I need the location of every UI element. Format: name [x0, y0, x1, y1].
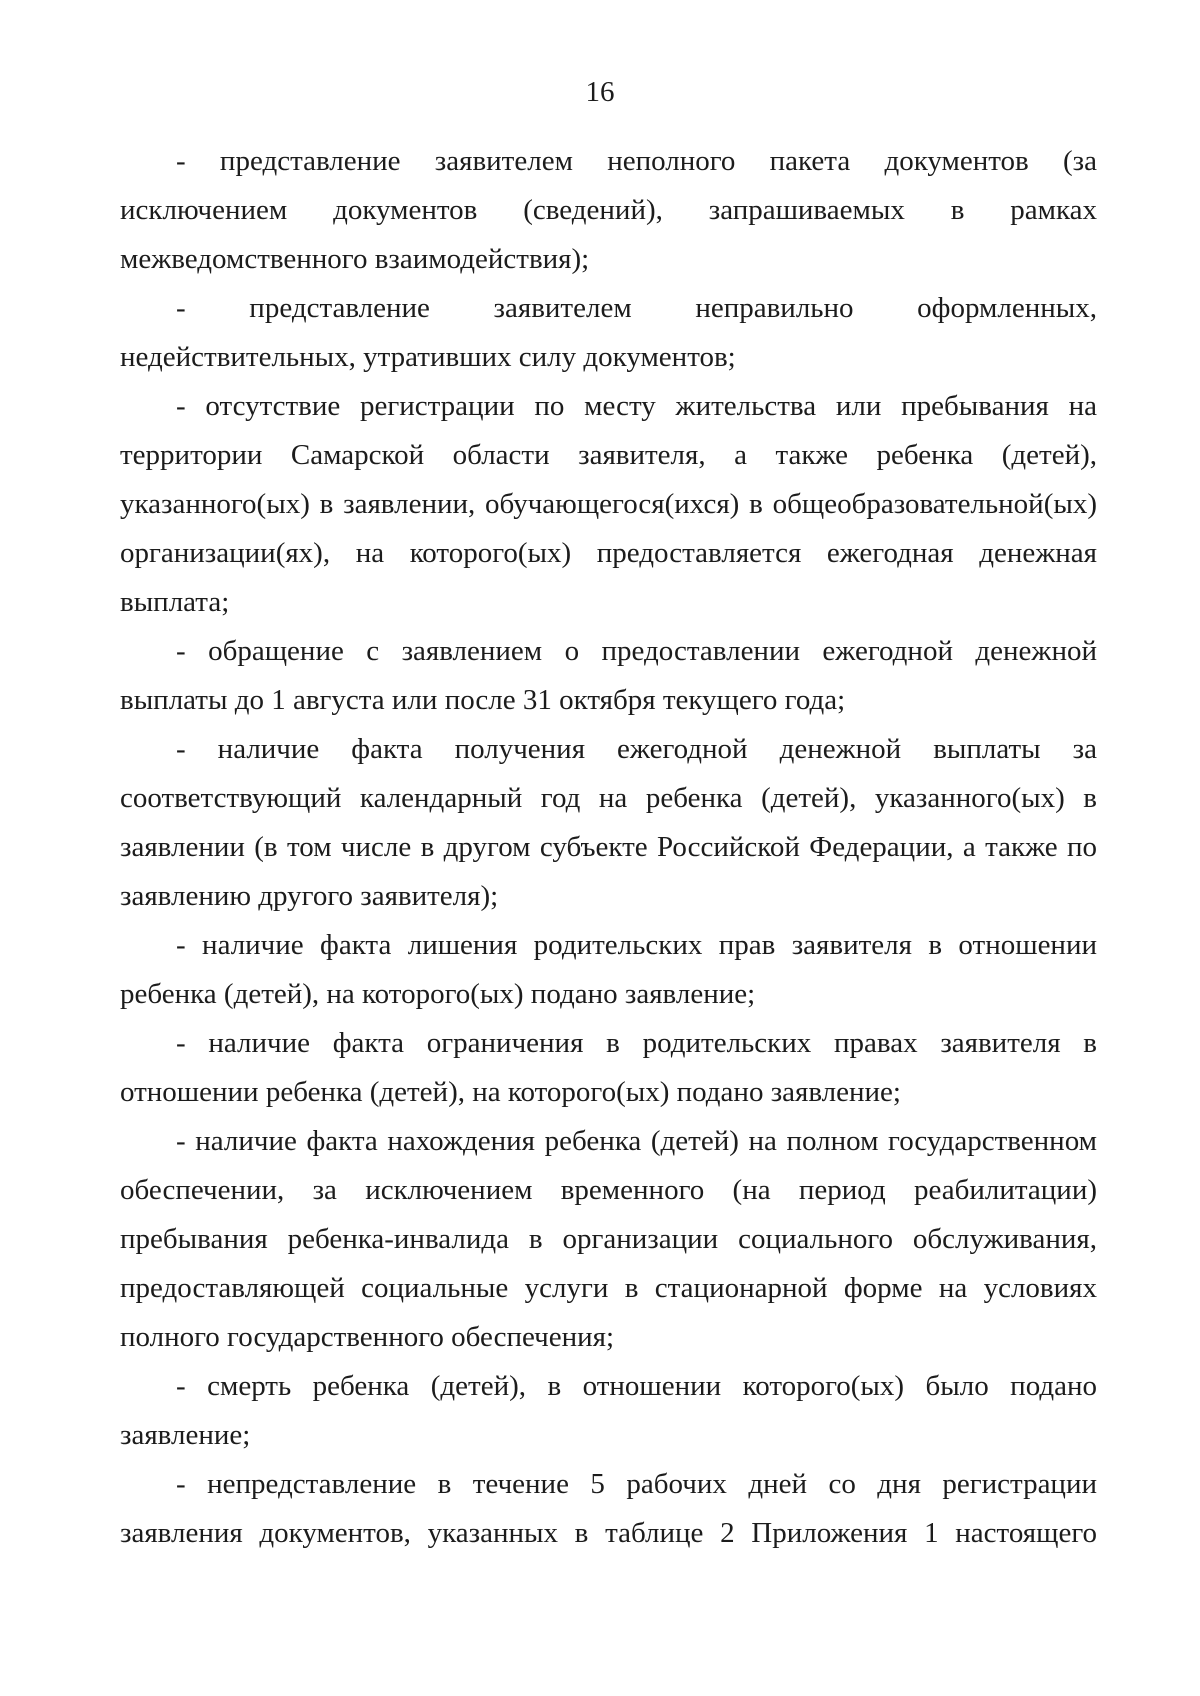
paragraph-documents-not-submitted: - непредставление в течение 5 рабочих дней со дня регистрации заявления документов, указанных в таблице 2 Приложения 1 настоящего — [120, 1468, 1097, 1549]
paragraph-full-state-support: - наличие факта нахождения ребенка (детей) на полном государственном обеспечении, за исключением временного (на период реабилитации) пребывания ребенка-инвалида в организации социального обслуживания, предоставляющей социальные услуги в стационарной форме на условиях полного государственного обеспечения; — [120, 1125, 1097, 1353]
paragraph-payment-already-received: - наличие факта получения ежегодной денежной выплаты за соответствующий календарный год на ребенка (детей), указанного(ых) в заявлении (в том числе в другом субъекте Российской Федерации, а также по заявлению другого заявителя); — [120, 733, 1097, 912]
paragraph-invalid-documents: - представление заявителем неправильно оформленных, недействительных, утративших силу документов; — [120, 292, 1097, 373]
paragraph-child-death: - смерть ребенка (детей), в отношении которого(ых) было подано заявление; — [120, 1370, 1097, 1451]
paragraph-incomplete-documents: - представление заявителем неполного пакета документов (за исключением документов (сведений), запрашиваемых в рамках межведомственного взаимодействия); — [120, 145, 1097, 275]
paragraph-parental-rights-deprived: - наличие факта лишения родительских прав заявителя в отношении ребенка (детей), на которого(ых) подано заявление; — [120, 929, 1097, 1010]
page-number: 16 — [585, 76, 615, 108]
document-body — [120, 137, 1097, 1558]
paragraph-application-dates: - обращение с заявлением о предоставлении ежегодной денежной выплаты до 1 августа или после 31 октября текущего года; — [120, 635, 1097, 716]
paragraph-parental-rights-limited: - наличие факта ограничения в родительских правах заявителя в отношении ребенка (детей), на которого(ых) подано заявление; — [120, 1027, 1097, 1108]
paragraph-no-registration: - отсутствие регистрации по месту жительства или пребывания на территории Самарской области заявителя, а также ребенка (детей), указанного(ых) в заявлении, обучающегося(ихся) в общеобразовательной(ых) организации(ях), на которого(ых) предоставляется ежегодная денежная выплата; — [120, 390, 1097, 618]
